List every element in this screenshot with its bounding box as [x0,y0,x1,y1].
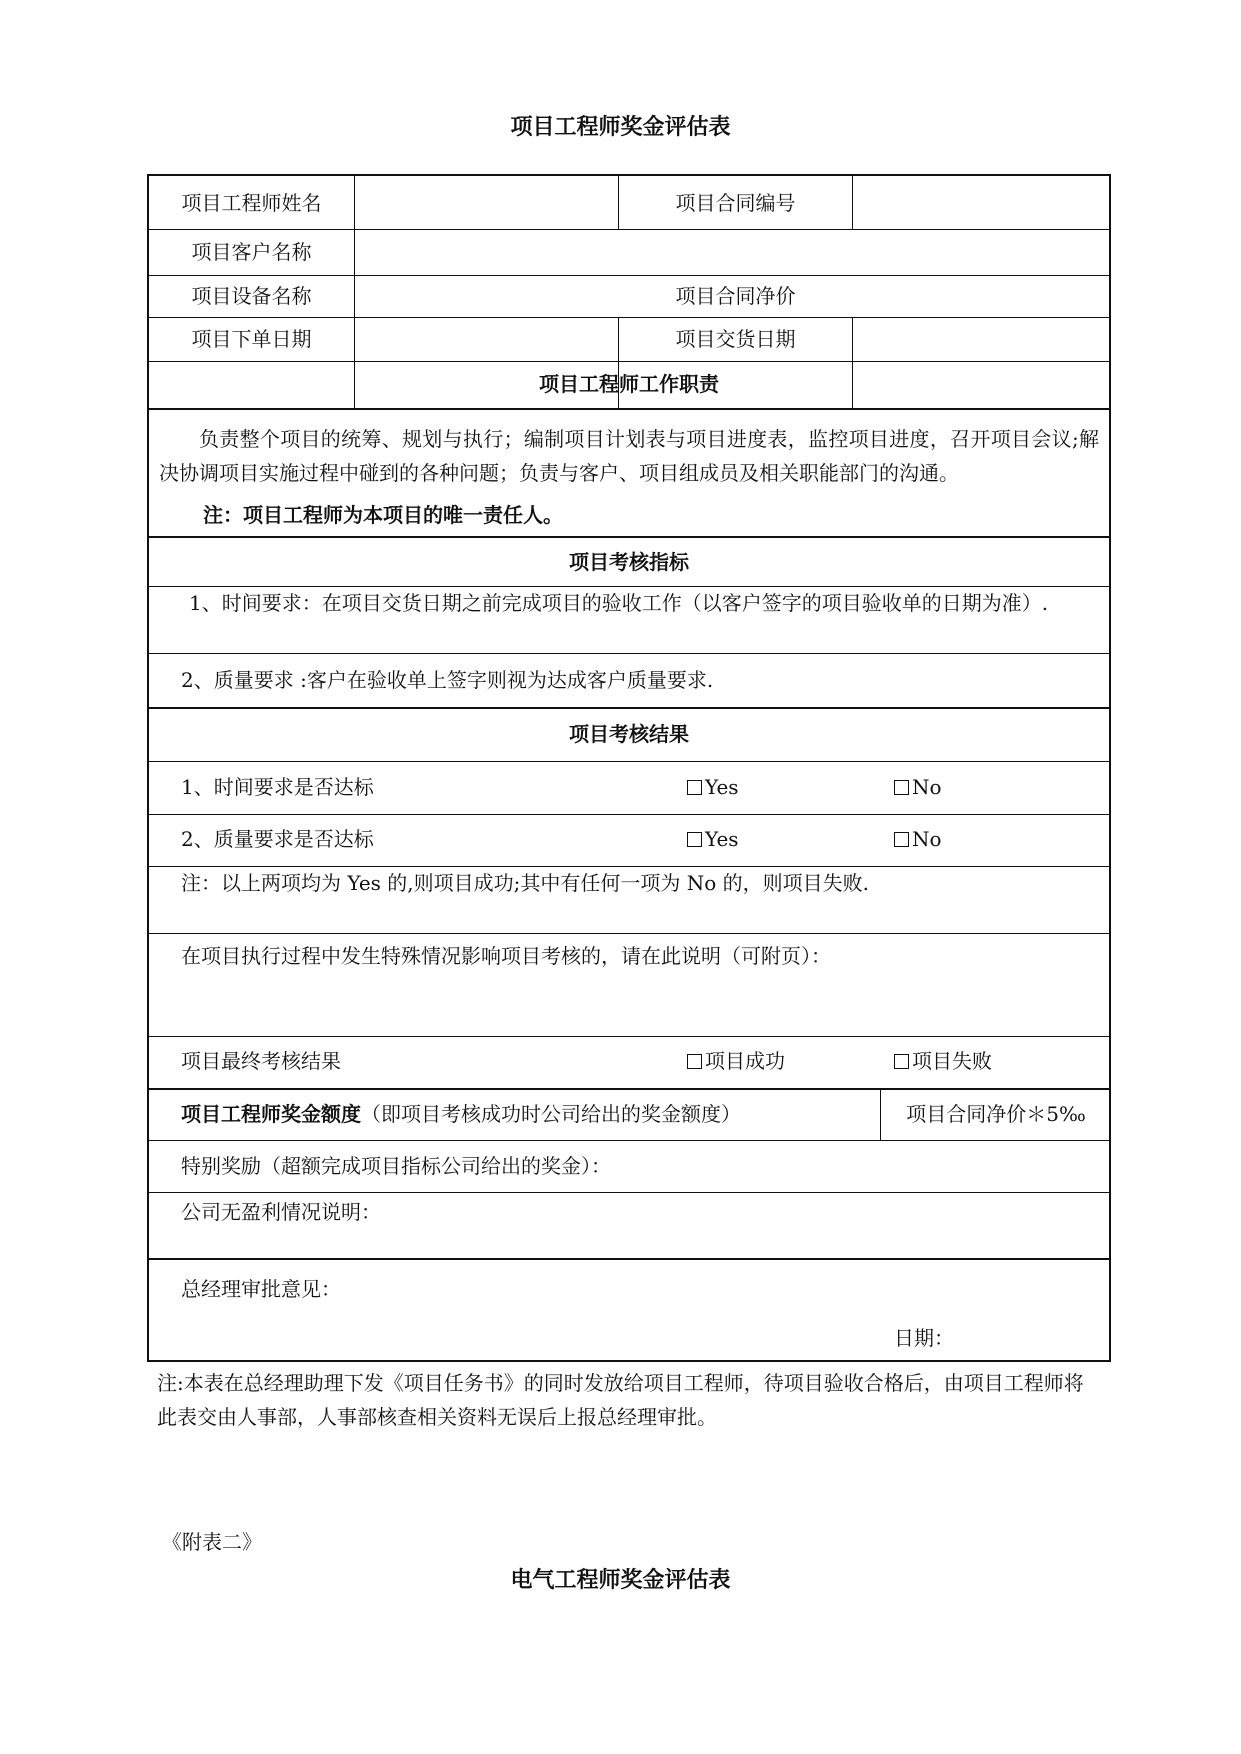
checkbox-icon [687,1054,702,1069]
second-title: 电气工程师奖金评估表 [510,1568,731,1593]
duties-text: 负责整个项目的统筹、规划与执行；编制项目计划表与项目进度表，监控项目进度，召开项目会议;解决协调项目实施过程中碰到的各种问题；负责与客户、项目组成员及相关职能部门的沟通。 [159,427,1099,485]
equipment-field[interactable] [356,277,616,315]
kpi-time-requirement: 1、时间要求：在项目交货日期之前完成项目的验收工作（以客户签字的项目验收单的日期为准）. [189,591,1049,615]
checkbox-icon [687,780,702,795]
special-situation-field[interactable] [151,971,1107,1031]
appendix-label: 《附表二》 [162,1530,262,1554]
footer-note: 注:本表在总经理助理下发《项目任务书》的同时发放给项目工程师，待项目验收合格后，由项目工程师将此表交由人事部，人事部核查相关资料无误后上报总经理审批。 [157,1371,1084,1429]
checkbox-icon [894,832,909,847]
results-rule-note: 注：以上两项均为 Yes 的,则项目成功;其中有任何一项为 No 的，则项目失败. [181,871,869,895]
special-situation-note: 在项目执行过程中发生特殊情况影响项目考核的，请在此说明（可附页）： [181,944,831,968]
equipment-label: 项目设备名称 [191,284,312,308]
page-title: 项目工程师奖金评估表 [510,115,731,140]
net-price-label: 项目合同净价 [675,284,796,308]
bonus-amount-label: 项目工程师奖金额度（即项目考核成功时公司给出的奖金额度） [181,1102,741,1126]
duties-note: 注：项目工程师为本项目的唯一责任人。 [203,503,563,527]
delivery-date-label: 项目交货日期 [675,327,796,351]
final-result-label: 项目最终考核结果 [181,1049,341,1073]
kpi-quality-requirement: 2、质量要求 :客户在验收单上签字则视为达成客户质量要求. [181,668,714,692]
bonus-amount-value: 项目合同净价＊5‰ [906,1102,1086,1126]
no-profit-label: 公司无盈利情况说明： [181,1200,381,1224]
time-no-option[interactable]: No [894,775,942,799]
date-label: 日期： [894,1326,954,1350]
evaluation-form [147,174,1111,1362]
time-yes-option[interactable]: Yes [687,775,739,799]
contract-no-label: 项目合同编号 [675,191,796,215]
order-date-field[interactable] [356,319,616,359]
special-bonus-label: 特别奖励（超额完成项目指标公司给出的奖金）： [181,1154,611,1178]
name-field[interactable] [356,178,616,227]
net-price-field[interactable] [854,277,1109,315]
checkbox-icon [894,780,909,795]
kpi-heading: 项目考核指标 [569,550,689,574]
order-date-label: 项目下单日期 [191,327,312,351]
duties-heading: 项目工程师工作职责 [539,372,719,396]
quality-check-label: 2、质量要求是否达标 [181,827,374,851]
gm-opinion-label: 总经理审批意见： [181,1277,341,1301]
gm-opinion-field[interactable] [151,1306,1107,1336]
quality-yes-option[interactable]: Yes [687,827,739,851]
quality-no-option[interactable]: No [894,827,942,851]
customer-label: 项目客户名称 [191,240,312,264]
checkbox-icon [894,1054,909,1069]
checkbox-icon [687,832,702,847]
customer-field[interactable] [356,231,1109,273]
results-heading: 项目考核结果 [569,722,689,746]
delivery-date-field[interactable] [854,319,1109,359]
name-label: 项目工程师姓名 [181,191,322,215]
final-success-option[interactable]: 项目成功 [687,1049,785,1073]
time-check-label: 1、时间要求是否达标 [181,775,374,799]
final-fail-option[interactable]: 项目失败 [894,1049,992,1073]
contract-no-field[interactable] [854,178,1109,227]
